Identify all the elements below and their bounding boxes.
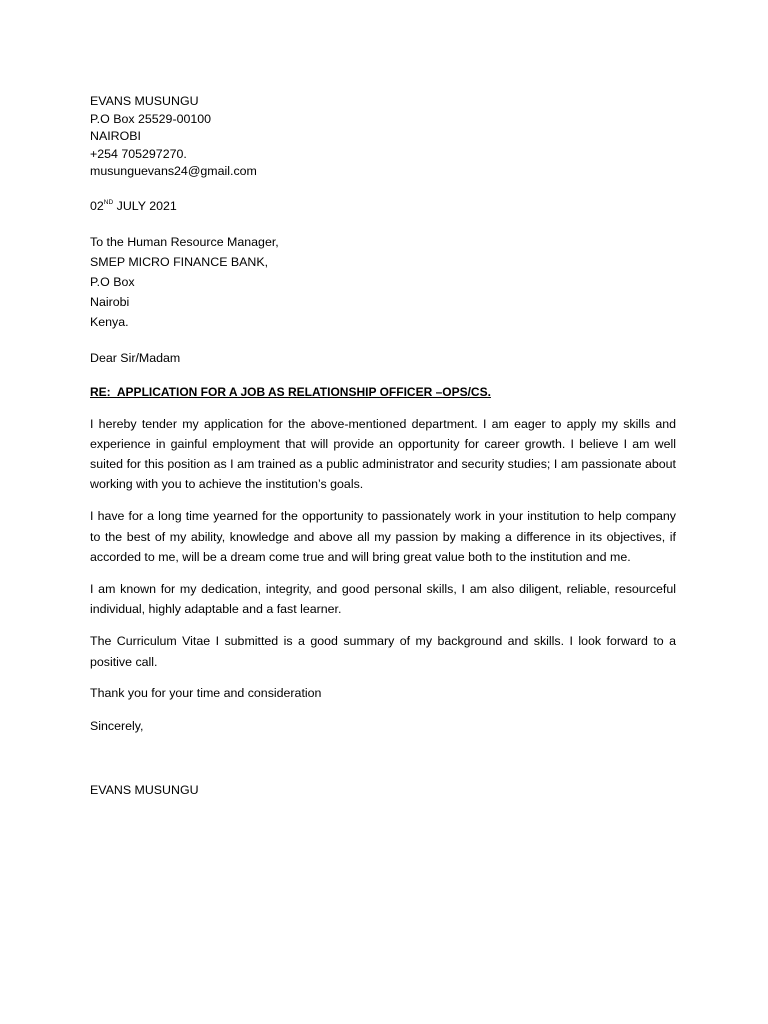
sign-off: Sincerely, bbox=[90, 718, 144, 733]
recipient-line-company: SMEP MICRO FINANCE BANK, bbox=[90, 254, 269, 269]
recipient-line-country: Kenya. bbox=[90, 314, 129, 329]
body-paragraph-1: I hereby tender my application for the above-mentioned department. I am eager to apply my skills and experience in gainful employment that will provide an opportunity for career growth. I believe I am well suited for this position as I am trained as a public administrator and security studies; I am passionate about working with you to achieve the institution’s goals. bbox=[90, 416, 676, 492]
body-paragraph-3: I am known for my dedication, integrity, and good personal skills, I am also diligent, reliable, resourceful individual, highly adaptable and a fast learner. bbox=[90, 581, 676, 617]
letter-page bbox=[90, 93, 676, 799]
sender-phone: +254 705297270. bbox=[90, 146, 187, 161]
closing-line: Thank you for your time and consideration bbox=[90, 685, 322, 700]
salutation: Dear Sir/Madam bbox=[90, 350, 181, 365]
letter-date bbox=[90, 198, 676, 215]
recipient-line-title: To the Human Resource Manager, bbox=[90, 234, 279, 249]
subject-line: RE: APPLICATION FOR A JOB AS RELATIONSHIP OFFICER –OPS/CS. bbox=[90, 384, 491, 399]
sender-po-box: P.O Box 25529-00100 bbox=[90, 111, 212, 126]
signature-name: EVANS MUSUNGU bbox=[90, 782, 199, 797]
recipient-line-city: Nairobi bbox=[90, 294, 130, 309]
body-paragraph-4: The Curriculum Vitae I submitted is a good summary of my background and skills. I look forward to a positive call. bbox=[90, 634, 676, 669]
sender-name: EVANS MUSUNGU bbox=[90, 94, 199, 108]
recipient-address-block bbox=[90, 232, 676, 332]
sender-address-block bbox=[90, 93, 676, 181]
date-day: 02 bbox=[90, 198, 104, 213]
sender-email: musunguevans24@gmail.com bbox=[90, 164, 257, 178]
body-paragraph-2: I have for a long time yearned for the opportunity to passionately work in your institution to help company to the best of my ability, knowledge and above all my passion by making a difference in its objectives, if accorded to me, will be a dream come true and will bring great value both to the institution and me. bbox=[90, 509, 676, 564]
date-ordinal: ND bbox=[103, 198, 114, 206]
sender-city: NAIROBI bbox=[90, 129, 141, 143]
recipient-line-po-box: P.O Box bbox=[90, 274, 135, 289]
date-month-year: JULY 2021 bbox=[113, 198, 177, 213]
